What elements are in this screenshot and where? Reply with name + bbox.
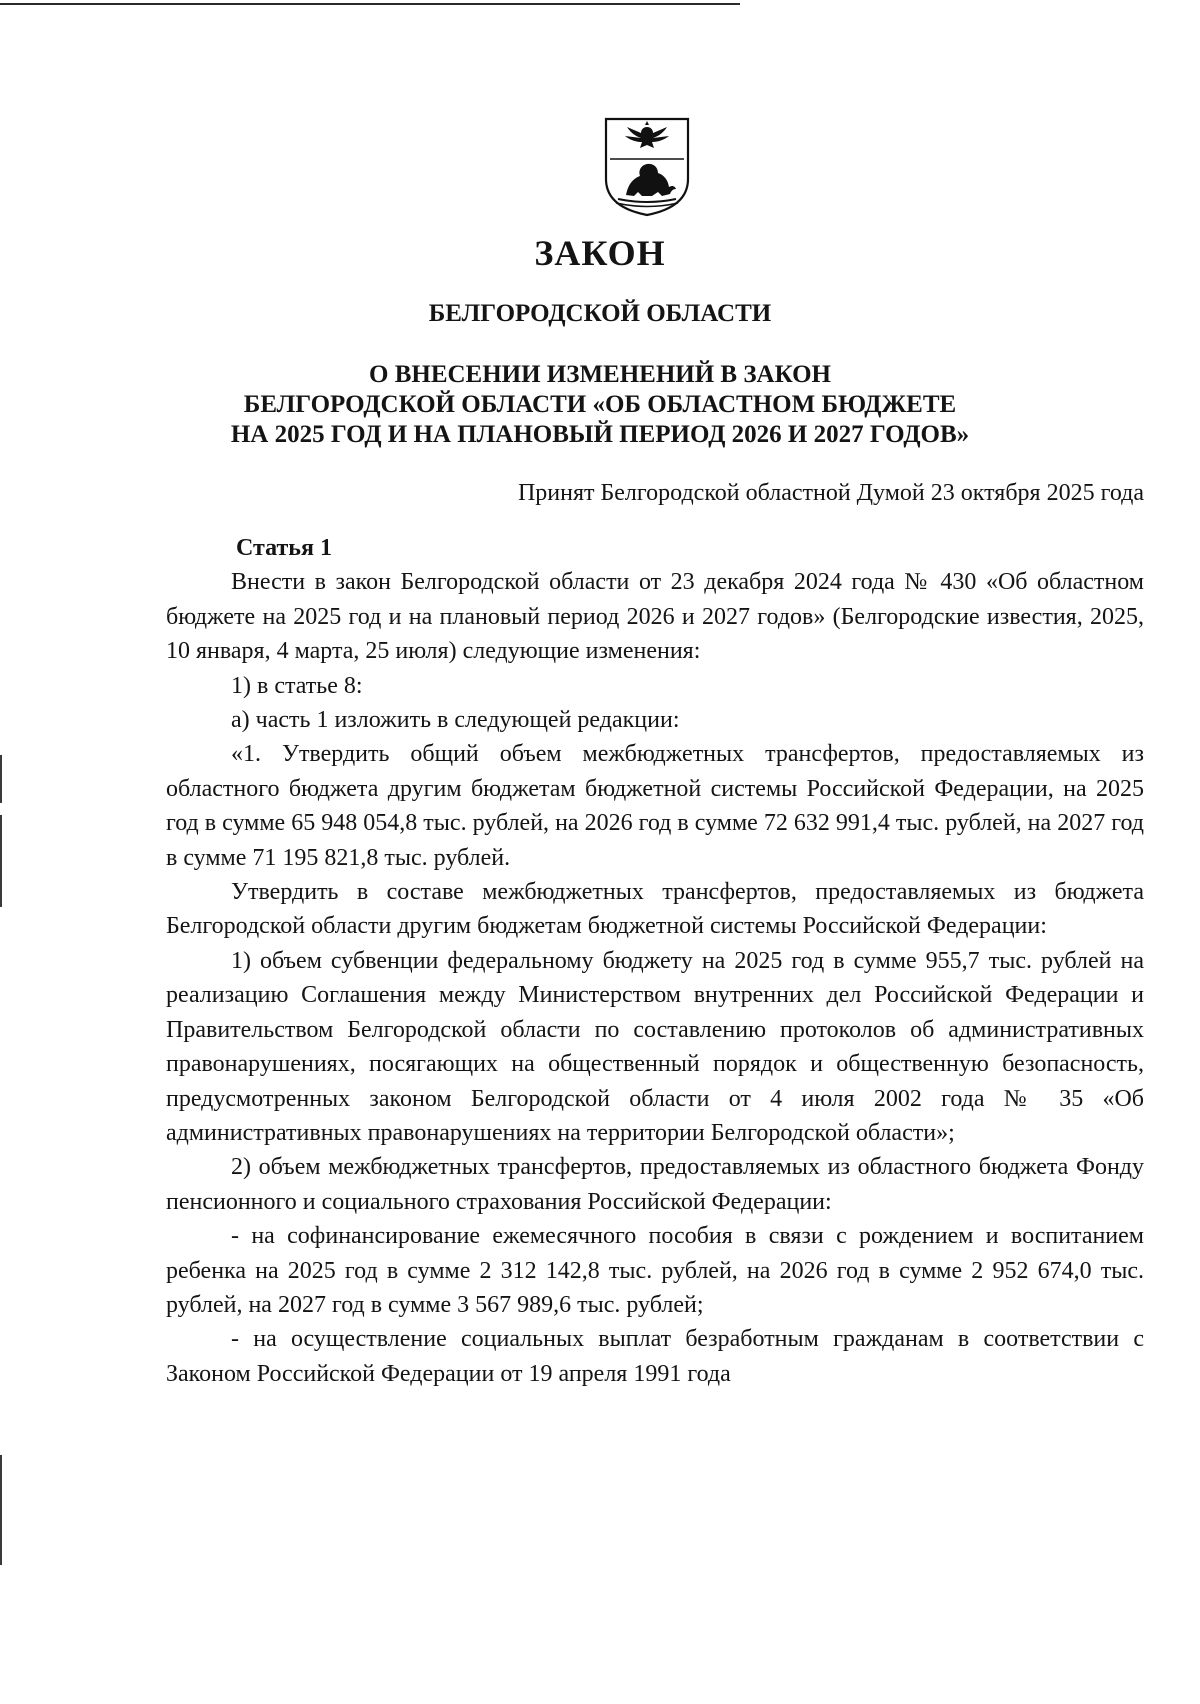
subject-line: НА 2025 ГОД И НА ПЛАНОВЫЙ ПЕРИОД 2026 И 2027 ГОДОВ»: [230, 421, 970, 448]
paragraph: 2) объем межбюджетных трансфертов, предоставляемых из областного бюджета Фонду пенсионного и социального страхования Российской Федерации:: [166, 1154, 1144, 1215]
adoption-note: Принят Белгородской областной Думой 23 октября 2025 года: [517, 480, 1144, 506]
scan-edge-mark: [0, 815, 2, 907]
region-title: БЕЛГОРОДСКОЙ ОБЛАСТИ: [428, 300, 772, 327]
subject-line: БЕЛГОРОДСКОЙ ОБЛАСТИ «ОБ ОБЛАСТНОМ БЮДЖЕТЕ: [243, 391, 957, 418]
doc-type-title: ЗАКОН: [534, 233, 666, 273]
scan-edge-mark: [0, 1455, 2, 1565]
scan-top-border: [0, 3, 740, 5]
law-body: [166, 531, 1144, 1391]
paragraph: «1. Утвердить общий объем межбюджетных трансфертов, предоставляемых из областного бюджета другим бюджетам бюджетной системы Российской Федерации, на 2025 год в сумме 65 948 054,8 тыс. рублей, на 2026 год в сумме 72 632 991,4 тыс. рублей, на 2027 год в сумме 71 195 821,8 тыс. рублей.: [166, 741, 1144, 871]
paragraph: 1) объем субвенции федеральному бюджету на 2025 год в сумме 955,7 тыс. рублей на реализацию Соглашения между Министерством внутренних дел Российской Федерации и Правительством Белгородской области по составлению протоколов об административных правонарушениях, посягающих на общественный порядок и общественную безопасность, предусмотренных законом Белгородской области от 4 июля 2002 года № 35 «Об административных правонарушениях на территории Белгородской области»;: [166, 947, 1144, 1146]
paragraph: 1) в статье 8:: [231, 672, 363, 699]
paragraph: а) часть 1 изложить в следующей редакции:: [231, 707, 680, 734]
paragraph: Внести в закон Белгородской области от 23 декабря 2024 года № 430 «Об областном бюджете на 2025 год и на плановый период 2026 и 2027 годов» (Белгородские известия, 2025, 10 января, 4 марта, 25 июля) следующие изменения:: [166, 569, 1144, 665]
paragraph: - на софинансирование ежемесячного пособия в связи с рождением и воспитанием ребенка на 2025 год в сумме 2 312 142,8 тыс. рублей, на 2026 год в сумме 2 952 674,0 тыс. рублей, на 2027 год в сумме 3 567 989,6 тыс. рублей;: [166, 1223, 1144, 1318]
scan-edge-mark: [0, 755, 2, 803]
paragraph: - на осуществление социальных выплат безработным гражданам в соответствии с Законом Российской Федерации от 19 апреля 1991 года: [166, 1326, 1144, 1387]
belgorod-coat-of-arms-icon: [602, 115, 692, 219]
article-title: Статья 1: [236, 535, 332, 561]
subject-line: О ВНЕСЕНИИ ИЗМЕНЕНИЙ В ЗАКОН: [369, 361, 831, 388]
paragraph: Утвердить в составе межбюджетных трансфертов, предоставляемых из бюджета Белгородской области другим бюджетам бюджетной системы Российской Федерации:: [166, 879, 1144, 940]
law-subject-title: [0, 360, 1200, 450]
